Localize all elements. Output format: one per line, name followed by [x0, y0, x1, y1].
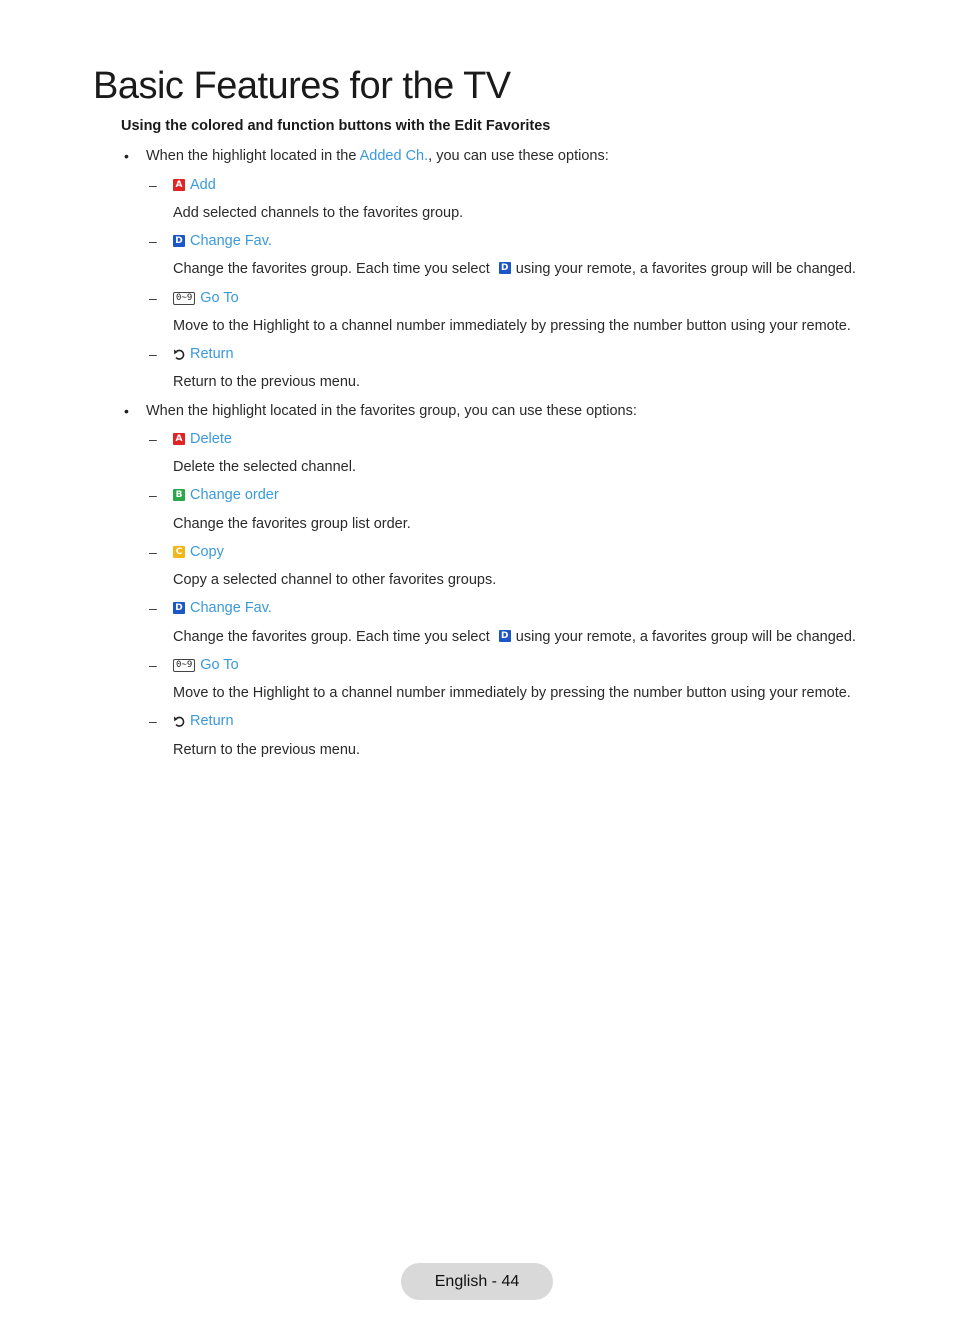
- option-copy: [173, 542, 224, 562]
- page-title: Basic Features for the TV: [93, 65, 511, 107]
- dash: –: [149, 657, 157, 673]
- option-go-to: [173, 655, 239, 675]
- yellow-c-key-icon: C: [173, 546, 185, 558]
- page-number-badge: English - 44: [401, 1263, 553, 1300]
- green-b-key-icon: B: [173, 489, 185, 501]
- number-key-icon: 0~9: [173, 659, 195, 672]
- option-label: Add: [190, 177, 216, 193]
- option-description: Delete the selected channel.: [173, 459, 356, 475]
- option-label: Change order: [190, 487, 279, 503]
- option-description: Copy a selected channel to other favorites groups.: [173, 572, 497, 588]
- bullet-prefix: When the highlight located in the: [146, 148, 360, 164]
- option-label: Change Fav.: [190, 233, 272, 249]
- option-label: Go To: [200, 290, 239, 306]
- option-description: Change the favorites group list order.: [173, 516, 411, 532]
- option-description: Add selected channels to the favorites group.: [173, 205, 464, 221]
- bullet-icon: •: [124, 403, 129, 419]
- option-change-order: [173, 485, 279, 505]
- option-change-fav: [173, 231, 272, 251]
- bullet-text: [146, 146, 609, 166]
- option-description: Return to the previous menu.: [173, 742, 360, 758]
- option-return: [173, 344, 234, 364]
- dash: –: [149, 290, 157, 306]
- option-label: Copy: [190, 544, 224, 560]
- option-description: Move to the Highlight to a channel number immediately by pressing the number button using your remote.: [173, 685, 851, 701]
- section-heading: Using the colored and function buttons with the Edit Favorites: [121, 118, 551, 134]
- option-label: Return: [190, 346, 234, 362]
- option-label: Delete: [190, 431, 232, 447]
- dash: –: [149, 487, 157, 503]
- red-a-key-icon: A: [173, 433, 185, 445]
- bullet-text: When the highlight located in the favorites group, you can use these options:: [146, 403, 637, 419]
- desc-pre: Change the favorites group. Each time you select: [173, 629, 494, 645]
- dash: –: [149, 600, 157, 616]
- option-label: Change Fav.: [190, 600, 272, 616]
- blue-d-key-icon: D: [173, 602, 185, 614]
- option-label: Return: [190, 713, 234, 729]
- option-delete: [173, 429, 232, 449]
- blue-d-key-icon: D: [499, 262, 511, 274]
- number-key-icon: 0~9: [173, 292, 195, 305]
- option-return: [173, 711, 234, 731]
- red-a-key-icon: A: [173, 179, 185, 191]
- option-change-fav: [173, 598, 272, 618]
- desc-pre: Change the favorites group. Each time you select: [173, 261, 494, 277]
- dash: –: [149, 346, 157, 362]
- dash: –: [149, 544, 157, 560]
- bullet-suffix: , you can use these options:: [428, 148, 609, 164]
- added-ch-link: Added Ch.: [359, 148, 429, 164]
- return-icon: [173, 715, 186, 728]
- dash: –: [149, 431, 157, 447]
- dash: –: [149, 713, 157, 729]
- blue-d-key-icon: D: [173, 235, 185, 247]
- option-go-to: [173, 288, 239, 308]
- desc-post: using your remote, a favorites group will be changed.: [515, 629, 856, 645]
- option-description: [173, 259, 856, 279]
- desc-post: using your remote, a favorites group will be changed.: [515, 261, 856, 277]
- bullet-icon: •: [124, 148, 129, 164]
- option-description: Return to the previous menu.: [173, 374, 360, 390]
- option-description: Move to the Highlight to a channel number immediately by pressing the number button using your remote.: [173, 318, 851, 334]
- blue-d-key-icon: D: [499, 630, 511, 642]
- dash: –: [149, 233, 157, 249]
- option-add: [173, 175, 216, 195]
- return-icon: [173, 348, 186, 361]
- option-label: Go To: [200, 657, 239, 673]
- option-description: [173, 627, 856, 647]
- dash: –: [149, 177, 157, 193]
